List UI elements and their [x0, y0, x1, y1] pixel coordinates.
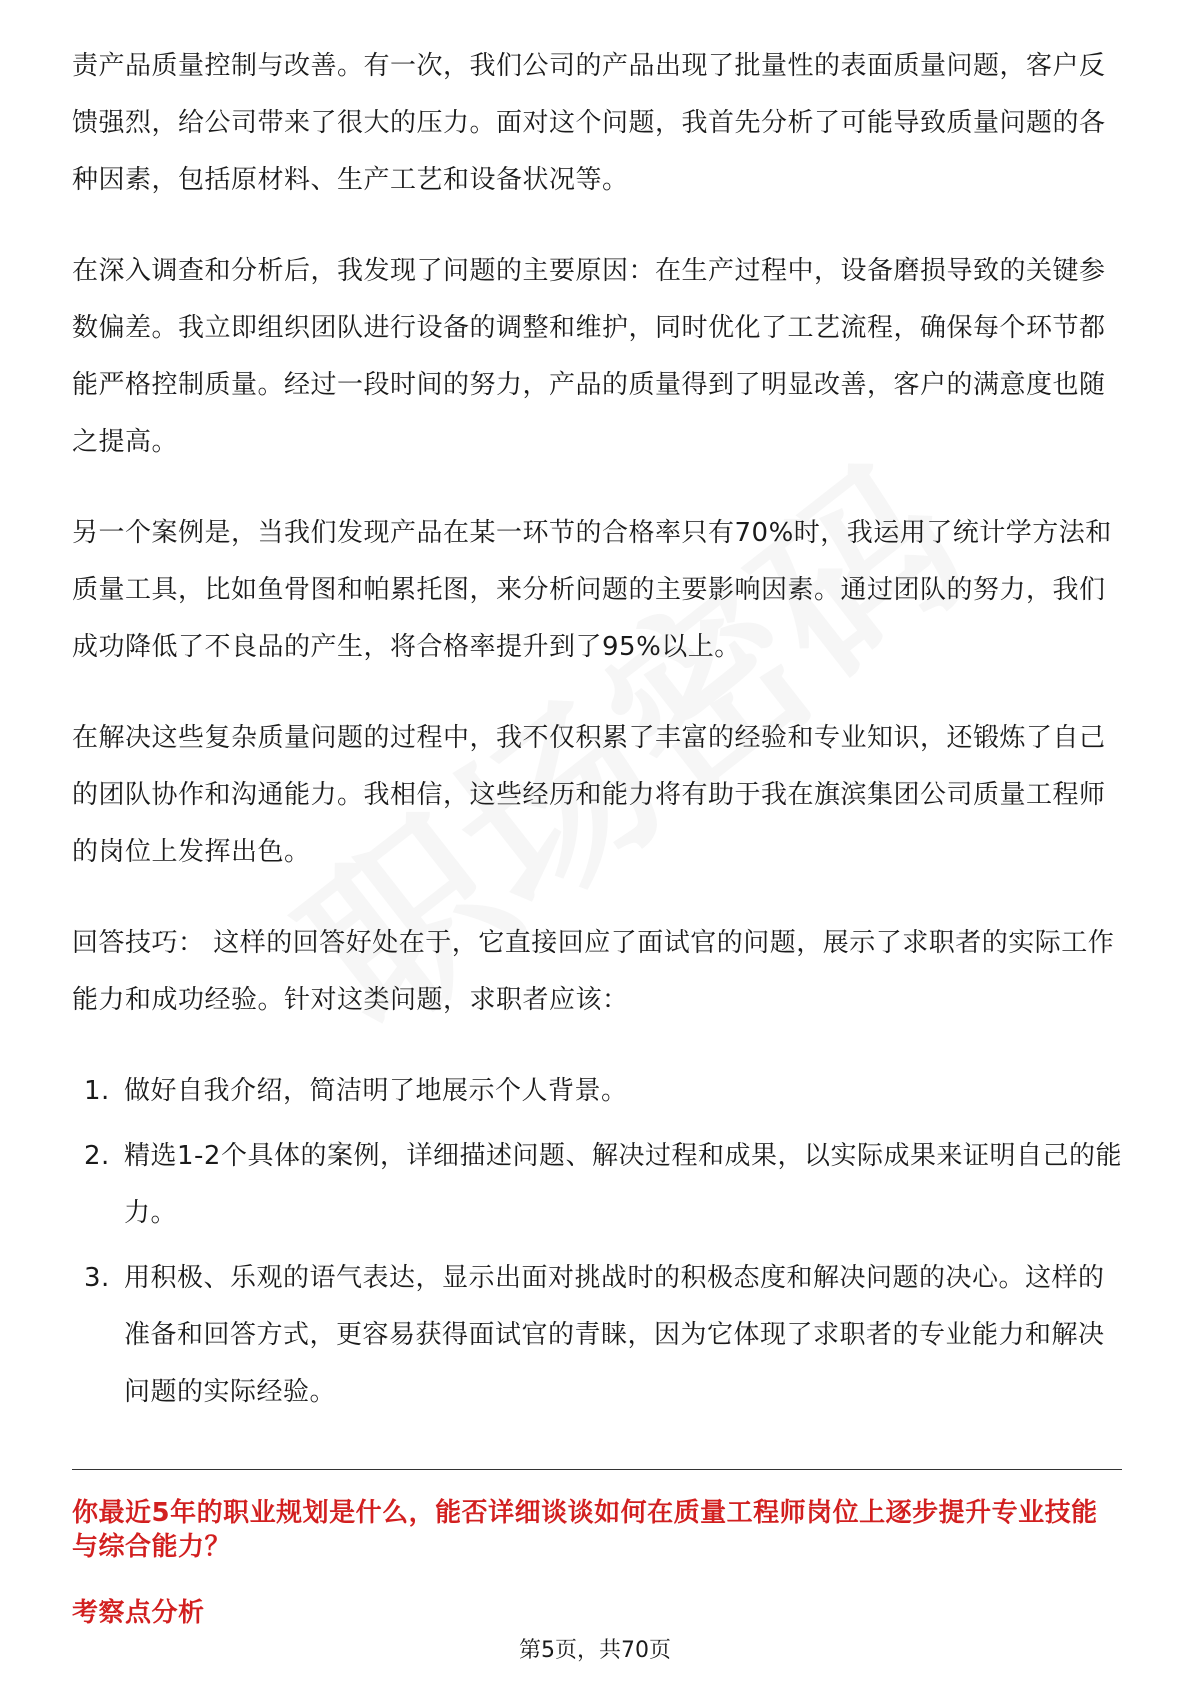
- page-footer: 第5页，共70页: [519, 1638, 671, 1663]
- paragraph-root-cause: 在深入调查和分析后，我发现了问题的主要原因：在生产过程中，设备磨损导致的关键参数偏差。我立即组织团队进行设备的调整和维护，同时优化了工艺流程，确保每个环节都能严格控制质量。经过一段时间的努力，产品的质量得到了明显改善，客户的满意度也随之提高。: [72, 256, 1106, 457]
- paragraph-second-case: 另一个案例是，当我们发现产品在某一环节的合格率只有70%时，我运用了统计学方法和质量工具，比如鱼骨图和帕累托图，来分析问题的主要影响因素。通过团队的努力，我们成功降低了不良品的产生，将合格率提升到了95%以上。: [72, 518, 1112, 662]
- next-question-heading: 你最近5年的职业规划是什么，能否详细谈谈如何在质量工程师岗位上逐步提升专业技能与综合能力？: [72, 1498, 1098, 1562]
- section-divider: [72, 1469, 1122, 1470]
- main-content: [72, 38, 1122, 1630]
- list-item: [72, 1063, 1122, 1120]
- list-number: 2.: [84, 1141, 110, 1171]
- list-item-text: 做好自我介绍，简洁明了地展示个人背景。: [124, 1076, 628, 1106]
- list-item-text: 用积极、乐观的语气表达，显示出面对挑战时的积极态度和解决问题的决心。这样的准备和回答方式，更容易获得面试官的青睐，因为它体现了求职者的专业能力和解决问题的实际经验。: [124, 1263, 1105, 1407]
- list-item: [72, 1128, 1122, 1242]
- list-item: [72, 1250, 1122, 1421]
- list-number: 3.: [84, 1263, 110, 1293]
- analysis-heading: 考察点分析: [72, 1598, 205, 1628]
- tips-list: [72, 1063, 1122, 1421]
- paragraph-summary: 在解决这些复杂质量问题的过程中，我不仅积累了丰富的经验和专业知识，还锻炼了自己的团队协作和沟通能力。我相信，这些经历和能力将有助于我在旗滨集团公司质量工程师的岗位上发挥出色。: [72, 723, 1106, 867]
- list-item-text: 精选1-2个具体的案例，详细描述问题、解决过程和成果，以实际成果来证明自己的能力。: [124, 1141, 1122, 1228]
- paragraph-answer-tips: 回答技巧： 这样的回答好处在于，它直接回应了面试官的问题，展示了求职者的实际工作能力和成功经验。针对这类问题，求职者应该：: [72, 928, 1115, 1015]
- paragraph-quality-issue: 责产品质量控制与改善。有一次，我们公司的产品出现了批量性的表面质量问题，客户反馈强烈，给公司带来了很大的压力。面对这个问题，我首先分析了可能导致质量问题的各种因素，包括原材料、生产工艺和设备状况等。: [72, 51, 1106, 195]
- list-number: 1.: [84, 1076, 110, 1106]
